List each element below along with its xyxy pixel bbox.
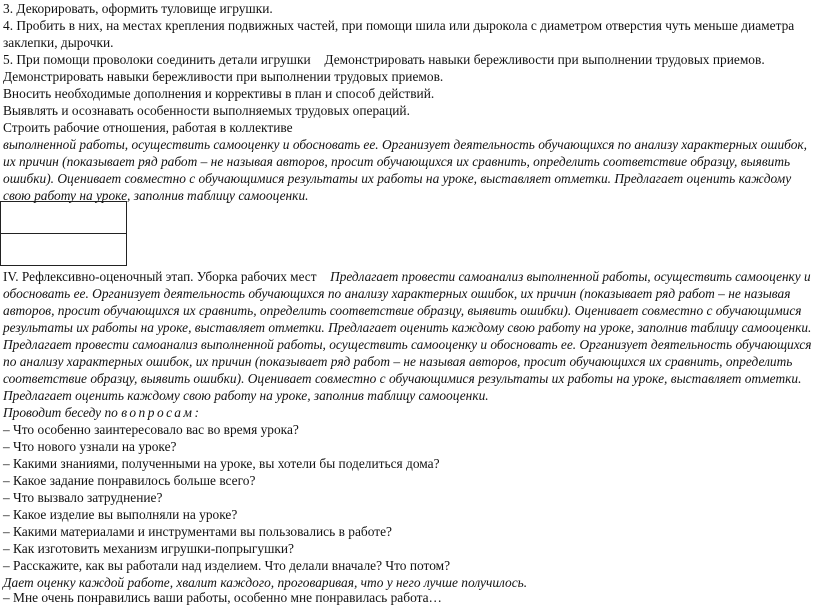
question-item: – Что вызвало затруднение? [3, 490, 163, 505]
text-line: 4. Пробить в них, на местах крепления подвижных частей, при помощи шила или дырокола с диаметром отверстия чуть меньше диаметра [3, 18, 795, 33]
italic-text-line: авторов, просит обучающихся их сравнить, определить соответствие образцу, выявить ошибки). Оценивает совместно с обучающимися [3, 303, 802, 318]
text-line: Выявлять и осознавать особенности выполняемых трудовых операций. [3, 103, 410, 118]
question-item: – Как изготовить механизм игрушки-попрыгушки? [3, 541, 294, 556]
question-item: – Расскажите, как вы работали над изделием. Что делали вначале? Что потом? [3, 558, 451, 573]
italic-text-line: ошибки). Оценивает совместно с обучающимися результаты их работы на уроке, выставляет отметки. Предлагает оценить каждому [3, 171, 792, 186]
text-line: заклепки, дырочки. [3, 35, 114, 50]
self-assessment-table [0, 201, 127, 266]
italic-text-line: обосновать ее. Организует деятельность обучающихся по анализу характерных ошибок, их причин (показывает ряд работ – не называя [3, 286, 791, 301]
question-item: – Что особенно заинтересовало вас во время урока? [3, 422, 299, 437]
question-item: – Какими материалами и инструментами вы пользовались в работе? [3, 524, 392, 539]
conversation-word: вопросам: [121, 405, 202, 420]
italic-text-line: выполненной работы, осуществить самооценку и обосновать ее. Организует деятельность обучающихся по анализу характерных ошибок, [3, 137, 808, 152]
italic-text-line: их причин (показывает ряд работ – не называя авторов, просит обучающихся их сравнить, определить соответствие образцу, выявить [3, 154, 791, 169]
question-item: – Какими знаниями, полученными на уроке, вы хотели бы поделиться дома? [3, 456, 440, 471]
italic-text-line: результаты их работы на уроке, выставляет отметки. Предлагает оценить каждому свою работу на уроке, заполнив таблицу самооценки. [3, 320, 812, 335]
stage-title-italic: Предлагает провести самоанализ выполненной работы, осуществить самооценку и [319, 269, 801, 284]
text-line: Строить рабочие отношения, работая в коллективе [3, 120, 293, 135]
text-line: 3. Декорировать, оформить туловище игрушки. [3, 1, 273, 16]
text-line: Вносить необходимые дополнения и коррективы в план и способ действий. [3, 86, 435, 101]
question-item: – Какое задание понравилось больше всего? [3, 473, 256, 488]
italic-text-line: Предлагает оценить каждому свою работу на уроке, заполнив таблицу самооценки. [3, 388, 489, 403]
stage-title: IV. Рефлексивно-оценочный этап. Уборка рабочих мест [3, 269, 320, 284]
italic-text-line: Предлагает провести самоанализ выполненной работы, осуществить самооценку и обосновать ее. Организует деятельность обучающихся [3, 337, 812, 352]
conversation-intro-line [3, 404, 201, 421]
question-item: – Какое изделие вы выполняли на уроке? [3, 507, 238, 522]
text-line: 5. При помощи проволоки соединить детали игрушки Демонстрировать навыки бережливости при выполнении трудовых приемов. [3, 52, 755, 67]
closing-italic-line: Дает оценку каждой работе, хвалит каждого, проговаривая, что у него лучше получилось. [3, 575, 528, 590]
italic-text-line: по анализу характерных ошибок, их причин (показывает ряд работ – не называя авторов, просит обучающихся их сравнить, определить [3, 354, 793, 369]
conversation-intro: Проводит беседу по [3, 405, 122, 420]
table-cell [1, 234, 127, 266]
closing-line: – Мне очень понравились ваши работы, особенно мне понравилась работа… [3, 590, 442, 605]
stage-title-line [3, 268, 811, 285]
question-item: – Что нового узнали на уроке? [3, 439, 177, 454]
table-cell [1, 202, 127, 234]
text-line: Демонстрировать навыки бережливости при выполнении трудовых приемов. [3, 69, 444, 84]
italic-text-line: соответствие образцу, выявить ошибки). Оценивает совместно с обучающимися результаты их работы на уроке, выставляет отметки. [3, 371, 802, 386]
italic-text-line: свою работу на уроке, заполнив таблицу самооценки. [3, 188, 309, 203]
